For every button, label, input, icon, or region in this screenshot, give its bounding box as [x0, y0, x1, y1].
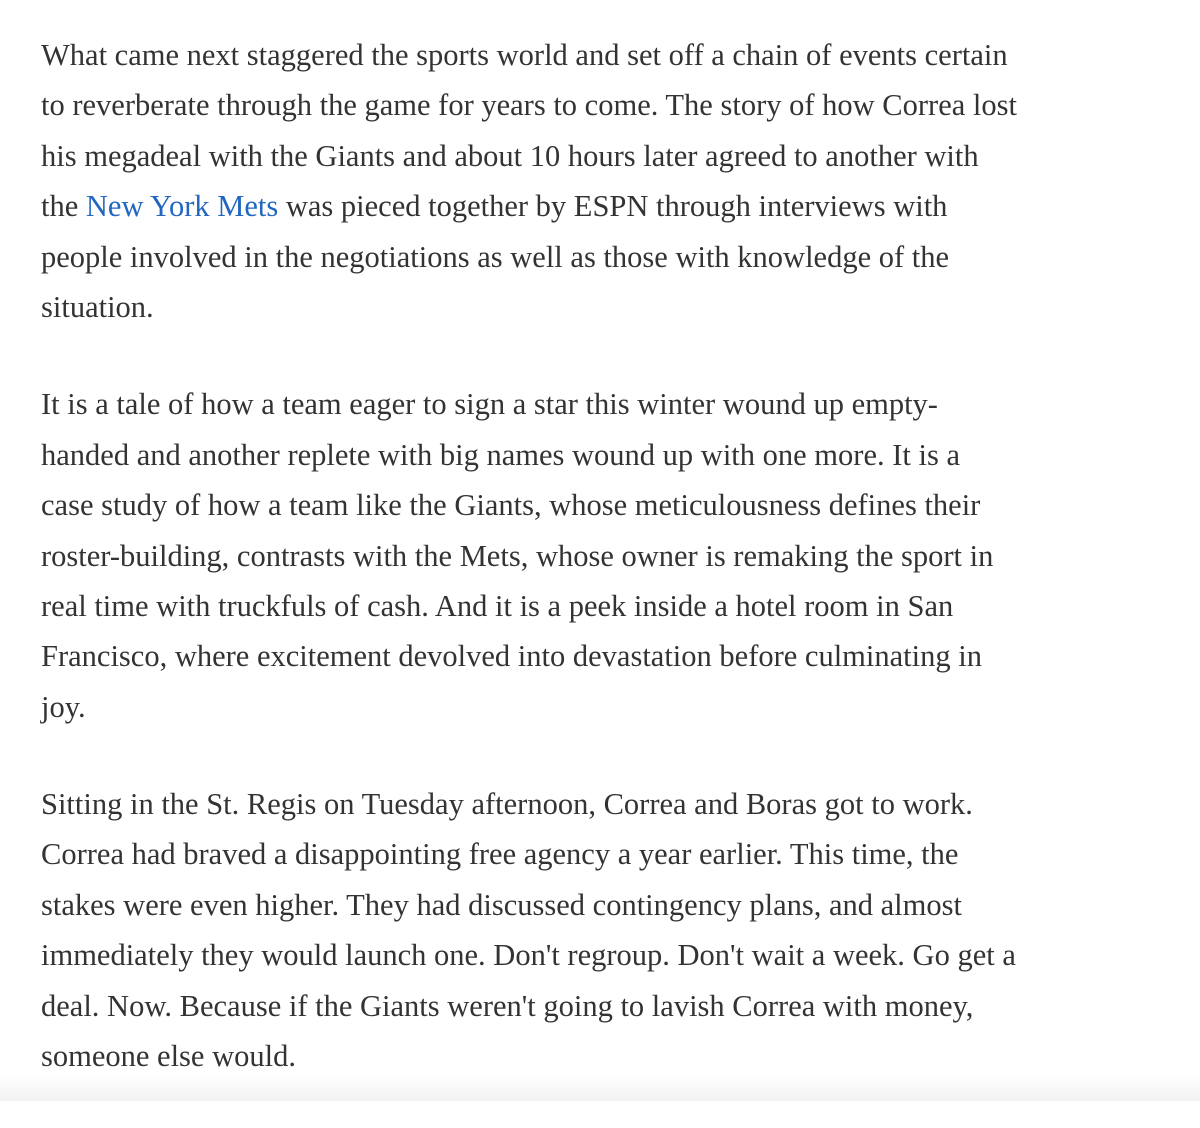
text-line: deal. Now. Because if the Giants weren't going to lavish Correa with money, [41, 988, 974, 1023]
text-line: stakes were even higher. They had discussed contingency plans, and almost [41, 887, 962, 922]
bottom-fade-divider [0, 1075, 1200, 1101]
text-line: Francisco, where excitement devolved into devastation before culminating in [41, 639, 982, 674]
text-line: Sitting in the St. Regis on Tuesday afternoon, Correa and Boras got to work. [41, 787, 973, 822]
paragraph-2 [41, 379, 1166, 732]
text-line: his megadeal with the Giants and about 10 hours later agreed to another with [41, 138, 979, 173]
text-line: case study of how a team like the Giants, whose meticulousness defines their [41, 488, 981, 523]
text-line: joy. [41, 689, 86, 724]
text-line-with-link [41, 181, 1166, 231]
new-york-mets-link[interactable]: New York Mets [85, 189, 279, 224]
paragraph-3 [41, 779, 1166, 1081]
text-line: What came next staggered the sports world and set off a chain of events certain [41, 38, 1008, 72]
text-line: It is a tale of how a team eager to sign a star this winter wound up empty- [41, 387, 938, 422]
text-line: Correa had braved a disappointing free agency a year earlier. This time, the [41, 837, 959, 872]
text-line: situation. [41, 289, 154, 324]
text-line: to reverberate through the game for years to come. The story of how Correa lost [41, 88, 1017, 123]
text-line: immediately they would launch one. Don't regroup. Don't wait a week. Go get a [41, 938, 1016, 973]
text-line: real time with truckfuls of cash. And it is a peek inside a hotel room in San [41, 588, 954, 623]
paragraph-1 [41, 30, 1166, 332]
article-body [41, 30, 1166, 1128]
text-fragment: the [41, 189, 86, 224]
text-line: handed and another replete with big names wound up with one more. It is a [41, 437, 960, 472]
text-fragment: was pieced together by ESPN through interviews with [278, 189, 948, 224]
text-line: people involved in the negotiations as well as those with knowledge of the [41, 239, 950, 274]
text-line: someone else would. [41, 1039, 296, 1074]
text-line: roster-building, contrasts with the Mets, whose owner is remaking the sport in [41, 538, 994, 573]
